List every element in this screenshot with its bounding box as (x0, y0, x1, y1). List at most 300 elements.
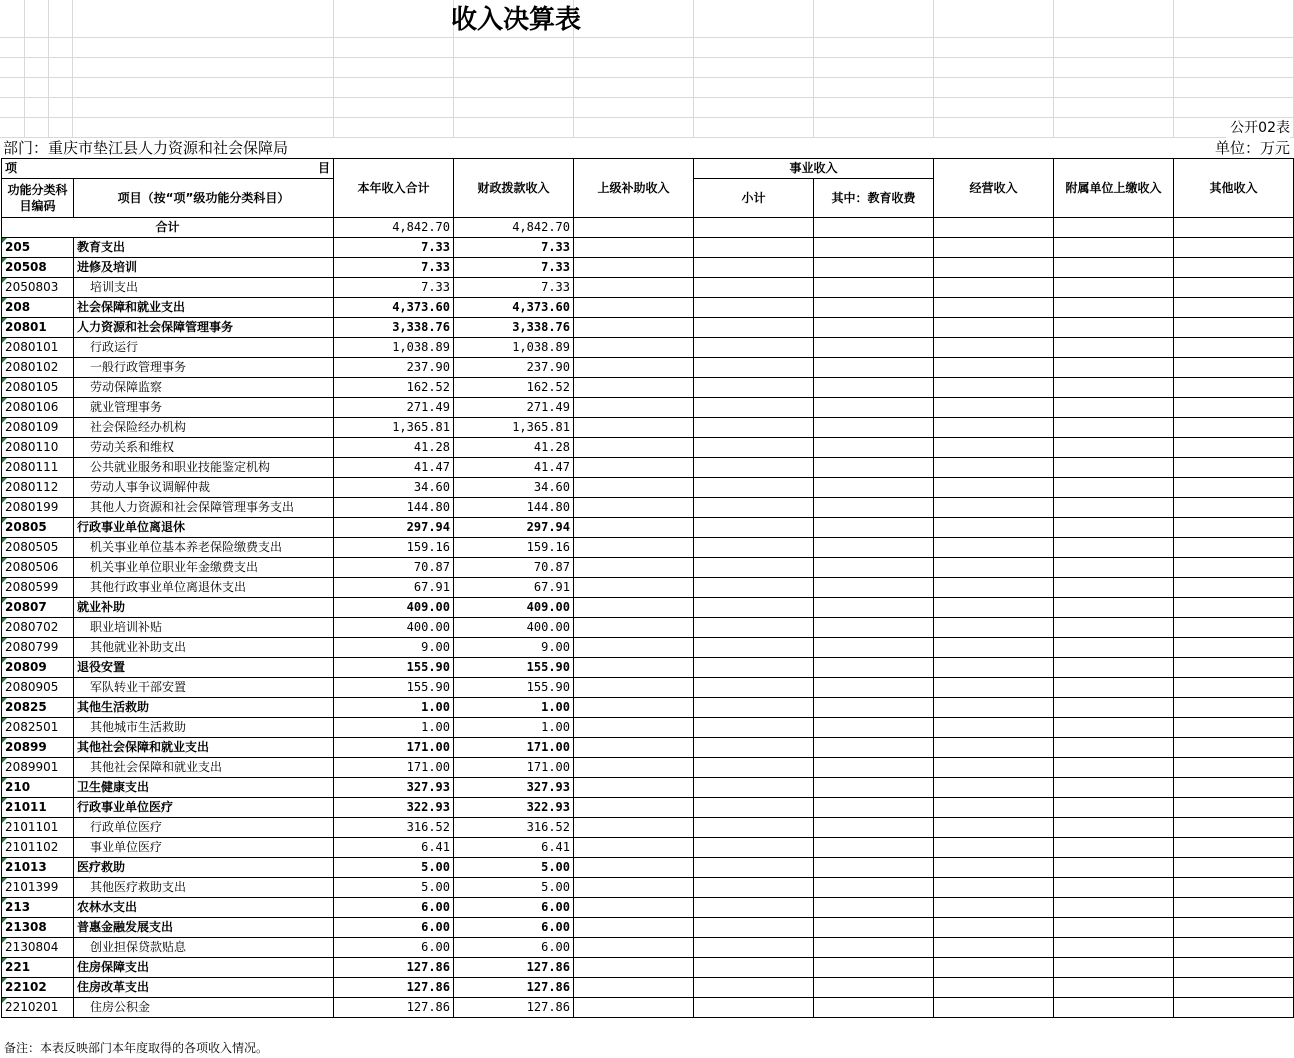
empty-cell (934, 638, 1054, 658)
row-code: 2080505 (2, 538, 74, 558)
row-fiscal: 1,365.81 (454, 418, 574, 438)
header-name: 项目（按“项”级功能分类科目） (74, 179, 334, 218)
row-fiscal: 155.90 (454, 678, 574, 698)
row-name: 一般行政管理事务 (74, 358, 334, 378)
empty-cell (934, 678, 1054, 698)
row-name: 其他就业补助支出 (74, 638, 334, 658)
empty-cell (1174, 858, 1294, 878)
empty-cell (1054, 418, 1174, 438)
header-business-income: 事业收入 (694, 159, 934, 179)
table-row (2, 858, 1294, 878)
empty-cell (694, 318, 814, 338)
row-name: 其他生活救助 (74, 698, 334, 718)
row-fiscal: 322.93 (454, 798, 574, 818)
empty-cell (694, 658, 814, 678)
empty-cell (1054, 998, 1174, 1018)
empty-cell (1174, 558, 1294, 578)
empty-cell (814, 618, 934, 638)
row-fiscal: 409.00 (454, 598, 574, 618)
empty-cell (934, 398, 1054, 418)
row-name: 培训支出 (74, 278, 334, 298)
row-code: 205 (2, 238, 74, 258)
total-income-value: 4,842.70 (334, 218, 454, 238)
row-name: 社会保险经办机构 (74, 418, 334, 438)
header-superior-subsidy: 上级补助收入 (574, 159, 694, 218)
row-name: 劳动关系和维权 (74, 438, 334, 458)
total-fiscal-value: 4,842.70 (454, 218, 574, 238)
row-code: 2101102 (2, 838, 74, 858)
row-code: 210 (2, 778, 74, 798)
empty-cell (1174, 378, 1294, 398)
empty-cell (814, 558, 934, 578)
table-row (2, 398, 1294, 418)
empty-cell (1174, 678, 1294, 698)
row-fiscal: 5.00 (454, 878, 574, 898)
row-code: 2050803 (2, 278, 74, 298)
row-name: 创业担保贷款贴息 (74, 938, 334, 958)
row-total-income: 3,338.76 (334, 318, 454, 338)
empty-cell (574, 418, 694, 438)
empty-cell (694, 978, 814, 998)
table-row (2, 958, 1294, 978)
row-fiscal: 7.33 (454, 258, 574, 278)
table-row (2, 798, 1294, 818)
empty-cell (694, 698, 814, 718)
empty-cell (694, 818, 814, 838)
empty-cell (574, 498, 694, 518)
header-education-fee: 其中：教育收费 (814, 179, 934, 218)
row-code: 2080110 (2, 438, 74, 458)
table-row (2, 758, 1294, 778)
form-number: 公开02表 (1226, 118, 1290, 138)
table-row (2, 978, 1294, 998)
table-row (2, 738, 1294, 758)
row-code: 20825 (2, 698, 74, 718)
row-total-income: 155.90 (334, 678, 454, 698)
empty-cell (1174, 918, 1294, 938)
header-fiscal: 财政拨款收入 (454, 159, 574, 218)
table-row (2, 418, 1294, 438)
row-code: 2080199 (2, 498, 74, 518)
empty-cell (1174, 638, 1294, 658)
row-code: 221 (2, 958, 74, 978)
row-name: 行政运行 (74, 338, 334, 358)
empty-cell (1054, 538, 1174, 558)
row-total-income: 4,373.60 (334, 298, 454, 318)
row-fiscal: 7.33 (454, 238, 574, 258)
empty-cell (694, 938, 814, 958)
row-fiscal: 41.47 (454, 458, 574, 478)
empty-cell (814, 898, 934, 918)
empty-cell (1054, 378, 1174, 398)
empty-cell (574, 538, 694, 558)
row-fiscal: 171.00 (454, 758, 574, 778)
row-total-income: 5.00 (334, 858, 454, 878)
row-total-income: 162.52 (334, 378, 454, 398)
empty-cell (1174, 398, 1294, 418)
row-code: 2101399 (2, 878, 74, 898)
empty-cell (934, 298, 1054, 318)
empty-cell (934, 518, 1054, 538)
empty-cell (1054, 638, 1174, 658)
empty-cell (574, 398, 694, 418)
table-row (2, 878, 1294, 898)
row-name: 住房改革支出 (74, 978, 334, 998)
row-fiscal: 127.86 (454, 958, 574, 978)
row-fiscal: 1.00 (454, 698, 574, 718)
empty-cell (1174, 498, 1294, 518)
empty-cell (574, 798, 694, 818)
row-total-income: 322.93 (334, 798, 454, 818)
header-item (2, 159, 334, 179)
row-fiscal: 70.87 (454, 558, 574, 578)
row-fiscal: 400.00 (454, 618, 574, 638)
row-name: 医疗救助 (74, 858, 334, 878)
empty-cell (694, 258, 814, 278)
row-fiscal: 6.00 (454, 918, 574, 938)
row-name: 事业单位医疗 (74, 838, 334, 858)
empty-cell (1054, 258, 1174, 278)
empty-cell (934, 758, 1054, 778)
row-name: 机关事业单位基本养老保险缴费支出 (74, 538, 334, 558)
row-fiscal: 6.00 (454, 898, 574, 918)
empty-cell (574, 998, 694, 1018)
header-code: 功能分类科目编码 (2, 179, 74, 218)
empty-cell (814, 538, 934, 558)
empty-cell (694, 778, 814, 798)
empty-cell (934, 958, 1054, 978)
empty-cell (574, 458, 694, 478)
empty-cell (934, 498, 1054, 518)
row-name: 住房保障支出 (74, 958, 334, 978)
row-total-income: 271.49 (334, 398, 454, 418)
empty-cell (694, 538, 814, 558)
empty-cell (1054, 318, 1174, 338)
row-name: 行政事业单位离退休 (74, 518, 334, 538)
table-row (2, 678, 1294, 698)
empty-cell (934, 578, 1054, 598)
empty-cell (1174, 818, 1294, 838)
empty-cell (1054, 818, 1174, 838)
empty-cell (574, 358, 694, 378)
empty-cell (694, 998, 814, 1018)
row-total-income: 316.52 (334, 818, 454, 838)
table-row (2, 338, 1294, 358)
row-fiscal: 327.93 (454, 778, 574, 798)
empty-cell (934, 818, 1054, 838)
row-code: 2130804 (2, 938, 74, 958)
empty-cell (1054, 238, 1174, 258)
table-row (2, 438, 1294, 458)
empty-cell (1174, 778, 1294, 798)
empty-cell (934, 458, 1054, 478)
row-code: 2210201 (2, 998, 74, 1018)
header-operating: 经营收入 (934, 159, 1054, 218)
empty-cell (814, 238, 934, 258)
empty-cell (694, 758, 814, 778)
empty-cell (1054, 338, 1174, 358)
empty-cell (1054, 658, 1174, 678)
empty-cell (574, 258, 694, 278)
row-code: 20899 (2, 738, 74, 758)
row-fiscal: 297.94 (454, 518, 574, 538)
empty-cell (574, 698, 694, 718)
empty-cell (1054, 858, 1174, 878)
empty-cell (814, 838, 934, 858)
row-code: 213 (2, 898, 74, 918)
empty-cell (1174, 658, 1294, 678)
empty-cell (694, 338, 814, 358)
empty-cell (1174, 838, 1294, 858)
row-name: 其他社会保障和就业支出 (74, 738, 334, 758)
row-fiscal: 1,038.89 (454, 338, 574, 358)
empty-cell (814, 998, 934, 1018)
row-name: 教育支出 (74, 238, 334, 258)
row-code: 2080111 (2, 458, 74, 478)
empty-cell (694, 878, 814, 898)
empty-cell (1174, 998, 1294, 1018)
empty-cell (574, 278, 694, 298)
empty-cell (694, 418, 814, 438)
empty-cell (1174, 258, 1294, 278)
row-name: 住房公积金 (74, 998, 334, 1018)
empty-cell (574, 958, 694, 978)
empty-cell (1174, 698, 1294, 718)
row-fiscal: 9.00 (454, 638, 574, 658)
empty-cell (574, 638, 694, 658)
empty-cell (1054, 678, 1174, 698)
empty-cell (1054, 878, 1174, 898)
empty-cell (934, 998, 1054, 1018)
empty-cell (1054, 698, 1174, 718)
row-code: 2080109 (2, 418, 74, 438)
empty-cell (694, 638, 814, 658)
table-row (2, 538, 1294, 558)
empty-cell (1054, 458, 1174, 478)
empty-cell (814, 578, 934, 598)
row-total-income: 41.47 (334, 458, 454, 478)
row-name: 农林水支出 (74, 898, 334, 918)
table-row (2, 518, 1294, 538)
empty-cell (814, 758, 934, 778)
empty-cell (814, 338, 934, 358)
table-row (2, 838, 1294, 858)
table-row (2, 698, 1294, 718)
empty-cell (1054, 518, 1174, 538)
row-name: 行政单位医疗 (74, 818, 334, 838)
empty-cell (934, 278, 1054, 298)
row-fiscal: 127.86 (454, 978, 574, 998)
row-name: 普惠金融发展支出 (74, 918, 334, 938)
row-code: 2080506 (2, 558, 74, 578)
empty-cell (574, 338, 694, 358)
empty-cell (1174, 898, 1294, 918)
row-fiscal: 127.86 (454, 998, 574, 1018)
row-name: 职业培训补贴 (74, 618, 334, 638)
header-total-income: 本年收入合计 (334, 159, 454, 218)
row-name: 就业管理事务 (74, 398, 334, 418)
empty-cell (934, 978, 1054, 998)
row-total-income: 7.33 (334, 238, 454, 258)
empty-cell (934, 258, 1054, 278)
empty-cell (1054, 718, 1174, 738)
empty-cell (934, 798, 1054, 818)
row-total-income: 155.90 (334, 658, 454, 678)
empty-cell (1174, 978, 1294, 998)
empty-cell (574, 858, 694, 878)
empty-cell (694, 398, 814, 418)
table-row (2, 658, 1294, 678)
row-fiscal: 67.91 (454, 578, 574, 598)
row-name: 退役安置 (74, 658, 334, 678)
empty-cell (694, 678, 814, 698)
row-code: 2082501 (2, 718, 74, 738)
empty-cell (934, 438, 1054, 458)
footnote: 备注：本表反映部门本年度取得的各项收入情况。 (4, 1041, 269, 1055)
row-fiscal: 6.41 (454, 838, 574, 858)
row-name: 劳动人事争议调解仲裁 (74, 478, 334, 498)
row-fiscal: 7.33 (454, 278, 574, 298)
row-code: 2080106 (2, 398, 74, 418)
empty-cell (1054, 578, 1174, 598)
row-name: 军队转业干部安置 (74, 678, 334, 698)
empty-cell (814, 798, 934, 818)
empty-cell (1054, 778, 1174, 798)
row-total-income: 1,038.89 (334, 338, 454, 358)
empty-cell (694, 358, 814, 378)
row-code: 2080905 (2, 678, 74, 698)
empty-cell (574, 898, 694, 918)
table-row (2, 318, 1294, 338)
row-name: 公共就业服务和职业技能鉴定机构 (74, 458, 334, 478)
row-name: 行政事业单位医疗 (74, 798, 334, 818)
row-fiscal: 162.52 (454, 378, 574, 398)
empty-cell (1054, 278, 1174, 298)
empty-cell (934, 698, 1054, 718)
row-total-income: 127.86 (334, 978, 454, 998)
row-code: 20809 (2, 658, 74, 678)
row-name: 社会保障和就业支出 (74, 298, 334, 318)
row-code: 2101101 (2, 818, 74, 838)
empty-cell (694, 598, 814, 618)
table-row (2, 938, 1294, 958)
empty-cell (1054, 758, 1174, 778)
empty-cell (814, 418, 934, 438)
row-code: 22102 (2, 978, 74, 998)
row-fiscal: 1.00 (454, 718, 574, 738)
empty-cell (1054, 618, 1174, 638)
row-code: 2080102 (2, 358, 74, 378)
table-row (2, 378, 1294, 398)
empty-cell (814, 918, 934, 938)
empty-cell (814, 678, 934, 698)
empty-cell (1054, 558, 1174, 578)
empty-cell (1174, 318, 1294, 338)
row-name: 其他行政事业单位离退休支出 (74, 578, 334, 598)
empty-cell (574, 678, 694, 698)
row-total-income: 297.94 (334, 518, 454, 538)
table-row (2, 638, 1294, 658)
header-subtotal: 小计 (694, 179, 814, 218)
empty-cell (934, 918, 1054, 938)
empty-cell (694, 918, 814, 938)
empty-cell (694, 378, 814, 398)
table-row (2, 358, 1294, 378)
empty-cell (574, 978, 694, 998)
empty-cell (1054, 298, 1174, 318)
empty-cell (1174, 718, 1294, 738)
empty-cell (814, 698, 934, 718)
empty-cell (934, 878, 1054, 898)
row-total-income: 5.00 (334, 878, 454, 898)
table-row (2, 598, 1294, 618)
empty-cell (934, 778, 1054, 798)
empty-cell (694, 618, 814, 638)
row-code: 2089901 (2, 758, 74, 778)
table-row (2, 458, 1294, 478)
row-code: 20807 (2, 598, 74, 618)
empty-cell (814, 378, 934, 398)
empty-cell (694, 518, 814, 538)
empty-cell (814, 318, 934, 338)
header-affiliated: 附属单位上缴收入 (1054, 159, 1174, 218)
empty-cell (574, 718, 694, 738)
empty-cell (934, 358, 1054, 378)
empty-cell (1174, 738, 1294, 758)
row-total-income: 67.91 (334, 578, 454, 598)
row-code: 208 (2, 298, 74, 318)
empty-cell (694, 478, 814, 498)
row-name: 人力资源和社会保障管理事务 (74, 318, 334, 338)
empty-cell (1054, 918, 1174, 938)
row-total-income: 1,365.81 (334, 418, 454, 438)
empty-cell (814, 638, 934, 658)
empty-cell (934, 598, 1054, 618)
empty-cell (574, 238, 694, 258)
empty-cell (814, 458, 934, 478)
department-label: 部门：重庆市垫江县人力资源和社会保障局 (3, 138, 294, 158)
row-code: 2080702 (2, 618, 74, 638)
empty-cell (934, 898, 1054, 918)
empty-cell (574, 818, 694, 838)
empty-cell (1174, 358, 1294, 378)
empty-cell (574, 298, 694, 318)
empty-cell (1174, 418, 1294, 438)
empty-cell (814, 818, 934, 838)
empty-cell (694, 858, 814, 878)
row-name: 其他人力资源和社会保障管理事务支出 (74, 498, 334, 518)
empty-cell (814, 258, 934, 278)
empty-cell (814, 958, 934, 978)
row-total-income: 144.80 (334, 498, 454, 518)
empty-cell (1174, 878, 1294, 898)
empty-cell (1174, 458, 1294, 478)
row-total-income: 409.00 (334, 598, 454, 618)
table-row (2, 558, 1294, 578)
empty-cell (694, 898, 814, 918)
row-total-income: 127.86 (334, 998, 454, 1018)
total-label: 合计 (2, 218, 334, 238)
empty-cell (814, 438, 934, 458)
empty-cell (574, 838, 694, 858)
row-total-income: 6.00 (334, 898, 454, 918)
empty-cell (574, 578, 694, 598)
empty-cell (574, 558, 694, 578)
row-fiscal: 237.90 (454, 358, 574, 378)
row-code: 2080101 (2, 338, 74, 358)
table-row (2, 278, 1294, 298)
row-fiscal: 34.60 (454, 478, 574, 498)
